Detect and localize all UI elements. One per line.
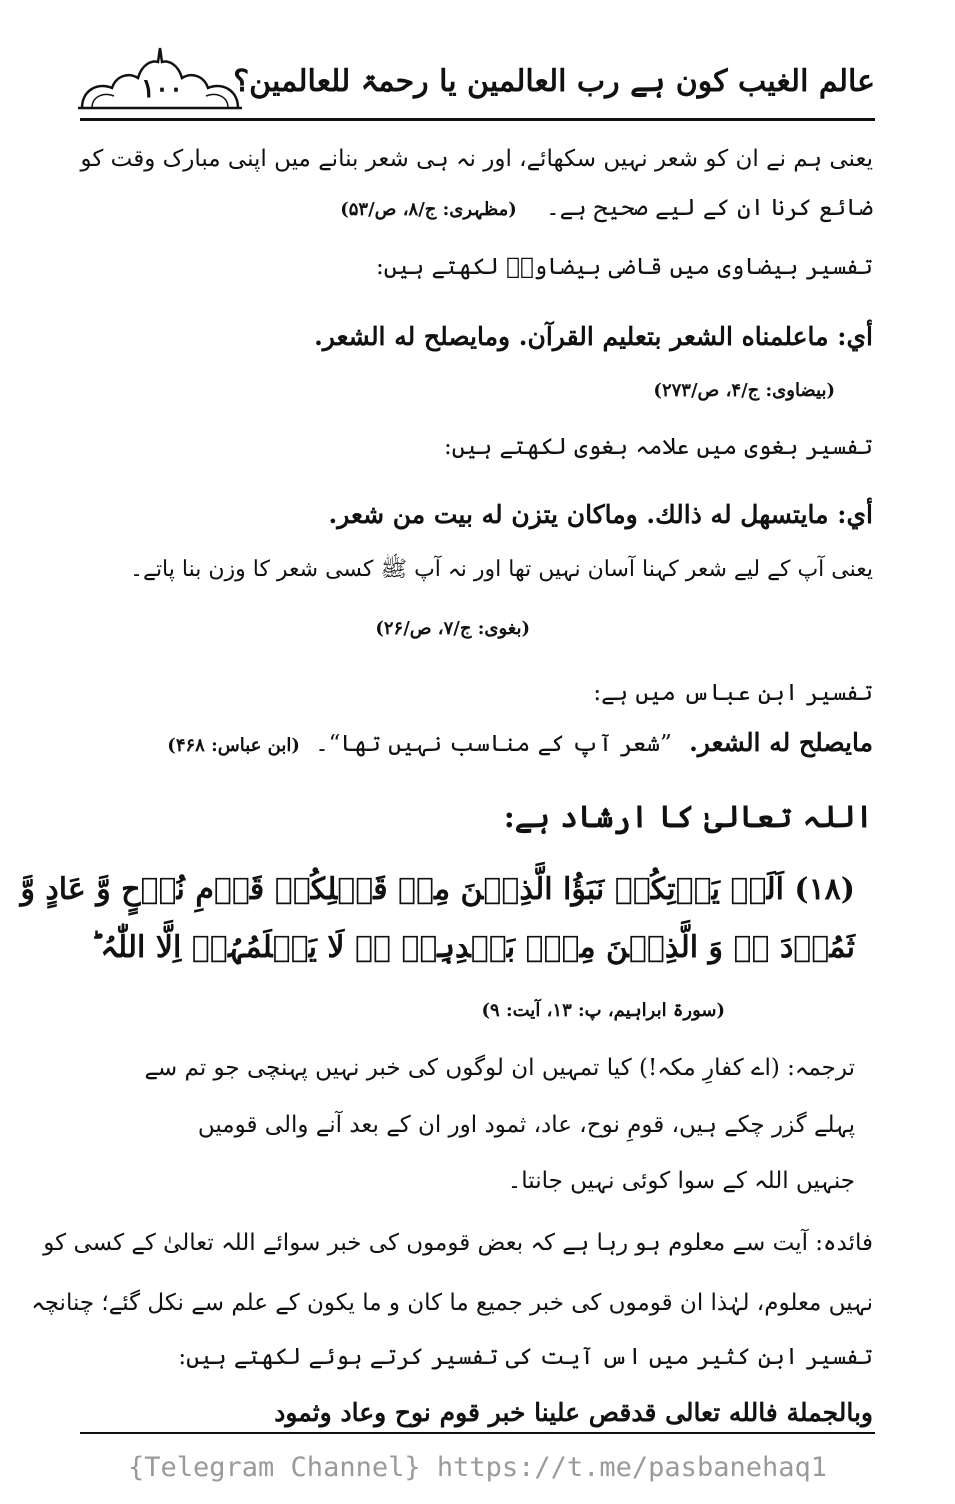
running-header-title: عالم الغیب کون ہے رب العالمین یا رحمۃ للعالمین؟ [233, 64, 875, 99]
citation-baghawi: (بغوی: ج/۷، ص/۲۶) [375, 618, 530, 639]
text-line-8: یعنی آپ کے لیے شعر کہنا آسان نہیں تھا اور نہ آپ ﷺ کسی شعر کا وزن بنا پاتے۔ [130, 557, 873, 582]
citation-baydawi: (بیضاوی: ج/۴، ص/۲۷۳) [653, 380, 835, 401]
text-line-10: تفسیر ابن عباس میں ہے: [593, 680, 873, 706]
section-heading-allah-says: اللہ تعالیٰ کا ارشاد ہے: [503, 800, 873, 835]
citation-surah-ibrahim: (سورۃ ابراہیم، پ: ۱۳، آیت: ۹) [481, 1000, 725, 1021]
page-number: ۱۰۰ [141, 74, 183, 104]
benefit-line-2: نہیں معلوم، لہٰذا ان قوموں کی خبر جمیع ما کان و ما یکون کے علم سے نکل گئے؛ چنانچہ [31, 1290, 873, 1316]
benefit-line-3: تفسیر ابن کثیر میں اس آیت کی تفسیر کرتے ہوئے لکھتے ہیں: [178, 1344, 873, 1370]
arabic-quote-baydawi: أي: ماعلمناه الشعر بتعليم القرآن. ومايصلح له الشعر. [314, 322, 873, 351]
text-line-11 [70, 728, 873, 757]
text-line-3: تفسیر بیضاوی میں قاضی بیضاویؒ لکھتے ہیں: [376, 254, 873, 280]
benefit-line-1: فائدہ: آیت سے معلوم ہو رہا ہے کہ بعض قوموں کی خبر سوائے اللہ تعالیٰ کے کسی کو [43, 1230, 873, 1256]
arabic-quote-baghawi: أي: مايتسهل له ذالك. وماكان يتزن له بيت من شعر. [328, 500, 873, 529]
quran-ayah-line-1: (۱۸) اَلَمۡ یَاۡتِکُمۡ نَبَؤُا الَّذِیۡنَ مِنۡ قَبۡلِکُمۡ قَوۡمِ نُوۡحٍ وَّ عَادٍ وَّ [20, 872, 855, 907]
text-line-2-body: ضائع کرنا ان کے لیے صحیح ہے۔ [546, 195, 873, 221]
text-line-1: یعنی ہم نے ان کو شعر نہیں سکھائے، اور نہ ہی شعر بنانے میں اپنی مبارک وقت کو [80, 146, 873, 172]
arabic-quote-ibn-abbas: مايصلح له الشعر. [689, 728, 873, 757]
text-line-6: تفسیر بغوی میں علامہ بغوی لکھتے ہیں: [444, 434, 873, 460]
translation-line-3: جنہیں اللہ کے سوا کوئی نہیں جانتا۔ [507, 1168, 855, 1194]
arabic-quote-ibn-kathir: وبالجملة فالله تعالى قدقص علينا خبر قوم نوح وعاد وثمود [274, 1398, 873, 1427]
header-divider [80, 118, 875, 121]
footer-divider [80, 1432, 875, 1434]
translation-line-1: ترجمہ: (اے کفارِ مکہ!) کیا تمہیں ان لوگوں کی خبر نہیں پہنچی جو تم سے [144, 1055, 855, 1081]
text-line-11-urdu: ”شعر آپ کے مناسب نہیں تھا“۔ [315, 731, 672, 757]
citation-ibn-abbas: (ابن عباس: ۴۶۸) [167, 735, 300, 756]
citation-mazhari: (مظہری: ج/۸، ص/۵۳) [340, 199, 517, 220]
quran-ayah-line-2: ثَمُوۡدَ ۬ۛ وَ الَّذِیۡنَ مِنۡۢ بَعۡدِہِمۡ ۛؕ لَا یَعۡلَمُہُمۡ اِلَّا اللّٰہُ ؕ [90, 930, 855, 965]
translation-line-2: پہلے گزر چکے ہیں، قومِ نوح، عاد، ثمود اور ان کے بعد آنے والی قومیں [197, 1112, 855, 1138]
footer-watermark-link[interactable]: {Telegram Channel} https://t.me/pasbanehaq1 [128, 1452, 827, 1483]
text-line-2 [70, 195, 873, 221]
